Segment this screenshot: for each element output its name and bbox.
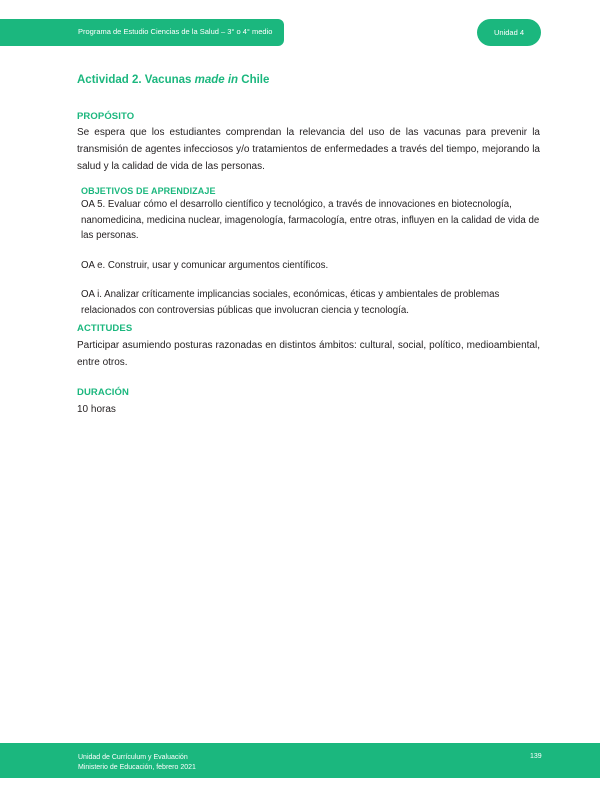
footer-line-1: Unidad de Currículum y Evaluación (78, 754, 188, 761)
objective-oa5: OA 5. Evaluar cómo el desarrollo científico y tecnológico, a través de innovaciones en biotecnología, nanomedicina, medicina nuclear, imagenología, farmacología, entre otras, influyen en la calidad de vida de las personas. (81, 199, 540, 241)
section-actitudes (77, 323, 540, 371)
unit-badge: Unidad 4 (477, 19, 541, 46)
actitudes-text: Participar asumiendo posturas razonadas en distintos ámbitos: cultural, social, político, medioambiental, entre otros. (77, 340, 540, 368)
section-proposito (77, 111, 540, 175)
objetivos-heading: OBJETIVOS DE APRENDIZAJE (81, 186, 216, 196)
duracion-text: 10 horas (77, 404, 116, 415)
page-number: 139 (530, 753, 542, 760)
objective-oa-e: OA e. Construir, usar y comunicar argumentos científicos. (81, 259, 329, 271)
footer-credits (78, 753, 196, 772)
program-title: Programa de Estudio Ciencias de la Salud – 3° o 4° medio (78, 27, 273, 36)
footer-line-2: Ministerio de Educación, febrero 2021 (78, 763, 196, 771)
title-prefix: Actividad 2. Vacunas (77, 74, 195, 86)
actitudes-heading: ACTITUDES (77, 323, 133, 334)
proposito-heading: PROPÓSITO (77, 111, 135, 122)
section-duracion (77, 387, 540, 418)
activity-title (77, 74, 540, 86)
section-objetivos (81, 186, 540, 318)
title-italic: made in (194, 74, 239, 86)
duracion-heading: DURACIÓN (77, 387, 129, 398)
title-suffix: Chile (238, 74, 270, 86)
proposito-text: Se espera que los estudiantes comprendan la relevancia del uso de las vacunas para prevenir la transmisión de agentes infecciosos y/o tratamientos de enfermedades a través del tiempo, mejorando la salud y la calidad de vida de las personas. (77, 127, 540, 172)
page-content (77, 74, 540, 415)
objective-oa-i: OA i. Analizar críticamente implicancias sociales, económicas, éticas y ambientales de problemas relacionados con controversias públicas que involucran ciencia y tecnología. (81, 289, 500, 316)
